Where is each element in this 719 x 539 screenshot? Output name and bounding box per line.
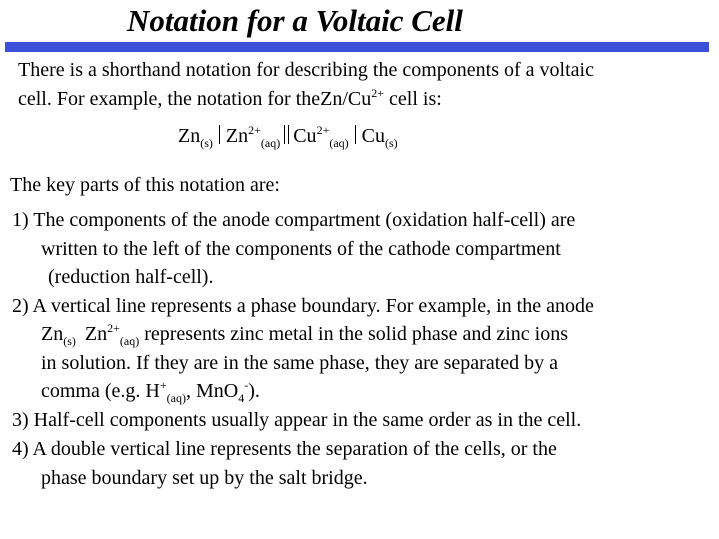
notation-cu-ion-state: (aq) [329, 136, 349, 150]
point-2-line-4-mid: , MnO [185, 380, 239, 402]
intro-line-2-suffix: cell is: [384, 88, 442, 110]
salt-bridge-double-line [284, 125, 289, 144]
example-zn-state: (s) [63, 334, 76, 348]
point-4-line-1: 4) A double vertical line represents the separation of the cells, or the [12, 438, 557, 460]
point-2-line-4-suffix: ). [248, 380, 260, 402]
title-underline [5, 42, 709, 52]
notation-cu: Cu [361, 125, 386, 147]
point-3: 3) Half-cell components usually appear in the same order as in the cell. [12, 409, 582, 431]
key-parts-heading: The key parts of this notation are: [10, 174, 280, 196]
notation-zn-state: (s) [200, 136, 213, 150]
point-4-line-2: phase boundary set up by the salt bridge. [41, 467, 368, 489]
point-2-line-2 [41, 322, 568, 348]
notation-cu-ion-charge: 2+ [316, 123, 330, 137]
notation-cu-ion: Cu [293, 125, 317, 147]
h-ion-state: (aq) [166, 391, 186, 405]
slide-title: Notation for a Voltaic Cell [127, 3, 463, 38]
example-zn-ion: Zn [84, 323, 108, 345]
notation-zn-ion-state: (aq) [260, 136, 281, 150]
intro-cell-formula: Zn/Cu [320, 88, 372, 110]
permanganate-subscript: 4 [238, 391, 245, 405]
point-1-line-1: 1) The components of the anode compartment (oxidation half-cell) are [12, 209, 576, 231]
example-zn-ion-charge: 2+ [107, 321, 120, 335]
point-1-line-2: written to the left of the components of the cathode compartment [41, 238, 561, 260]
point-2-line-3: in solution. If they are in the same phase, they are separated by a [41, 352, 559, 374]
notation-zn: Zn [178, 125, 201, 147]
phase-boundary-line [355, 125, 356, 144]
intro-line-2-prefix: cell. For example, the notation for the [18, 88, 321, 110]
permanganate-charge: - [244, 378, 249, 392]
point-2-line-2-rest: represents zinc metal in the solid phase and zinc ions [139, 323, 568, 345]
example-zn-ion-state: (aq) [119, 334, 140, 348]
h-ion-charge: + [159, 378, 167, 392]
intro-line-2 [18, 87, 442, 113]
point-2-line-4-prefix: comma (e.g. H [41, 380, 160, 402]
cell-notation [178, 124, 398, 150]
example-zn: Zn [41, 323, 64, 345]
point-2-line-1: 2) A vertical line represents a phase boundary. For example, in the anode [12, 295, 594, 317]
intro-cell-charge: 2+ [371, 86, 385, 100]
intro-line-1: There is a shorthand notation for describing the components of a voltaic [18, 59, 594, 81]
point-2-line-4 [41, 379, 260, 405]
notation-zn-ion: Zn [225, 125, 249, 147]
phase-boundary-line [219, 125, 220, 144]
notation-cu-state: (s) [385, 136, 398, 150]
notation-zn-ion-charge: 2+ [248, 123, 261, 137]
point-1-line-3: (reduction half-cell). [48, 266, 214, 288]
